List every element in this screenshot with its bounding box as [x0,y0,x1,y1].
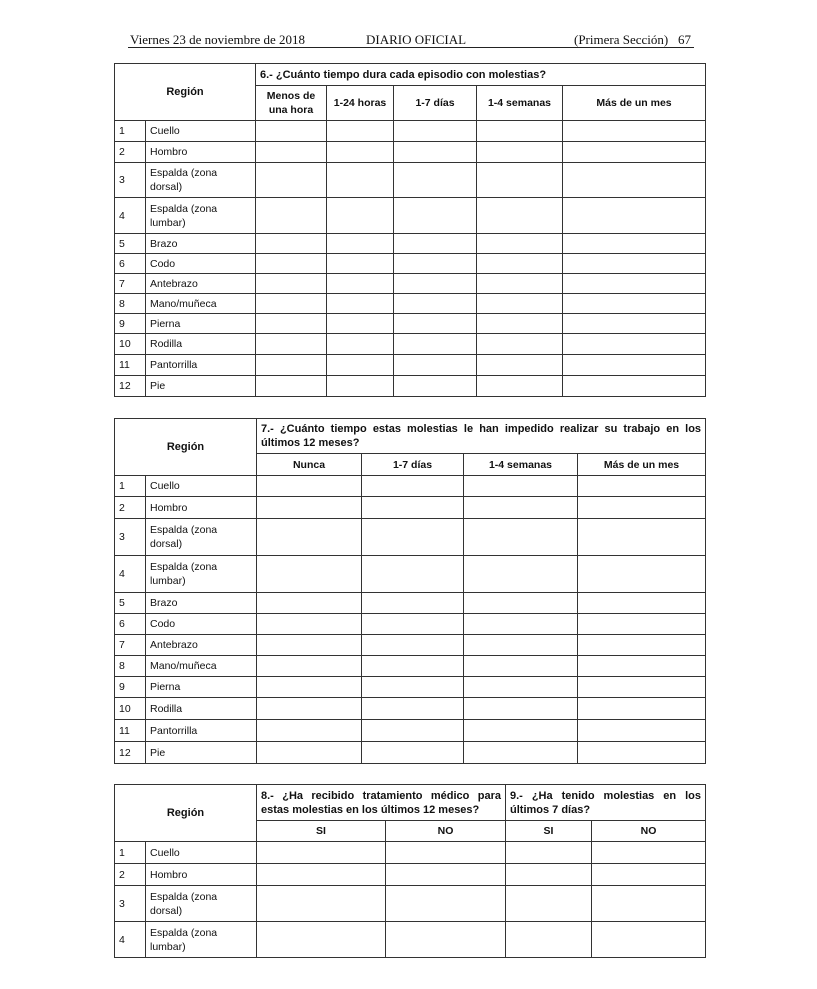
answer-cell[interactable] [256,198,327,234]
option-header: 1-4 semanas [477,86,563,121]
answer-cell[interactable] [578,635,706,656]
answer-cell[interactable] [394,121,477,142]
answer-cell[interactable] [327,163,394,198]
region-name: Espalda (zona lumbar) [146,556,257,593]
row-number: 1 [115,476,146,497]
answer-cell[interactable] [394,234,477,254]
answer-cell[interactable] [257,635,362,656]
row-number: 3 [115,519,146,556]
option-header: NO [386,821,506,842]
answer-cell[interactable] [257,656,362,677]
table-row [115,121,706,142]
answer-cell[interactable] [362,698,464,720]
answer-cell[interactable] [506,864,592,886]
region-name: Antebrazo [146,635,257,656]
region-name: Rodilla [146,698,257,720]
table-row [115,886,706,922]
answer-cell[interactable] [394,294,477,314]
answer-cell[interactable] [506,922,592,958]
answer-cell[interactable] [256,274,327,294]
answer-cell[interactable] [464,614,578,635]
answer-cell[interactable] [256,234,327,254]
answer-cell[interactable] [256,376,327,397]
answer-cell[interactable] [394,198,477,234]
row-number: 11 [115,720,146,742]
answer-cell[interactable] [477,254,563,274]
option-header: 1-24 horas [327,86,394,121]
answer-cell[interactable] [578,614,706,635]
region-name: Pie [146,376,256,397]
table-row [115,376,706,397]
answer-cell[interactable] [394,254,477,274]
region-name: Espalda (zona dorsal) [146,163,256,198]
region-name: Pantorrilla [146,355,256,376]
answer-cell[interactable] [464,556,578,593]
region-name: Pierna [146,314,256,334]
region-name: Cuello [146,476,257,497]
row-number: 6 [115,614,146,635]
answer-cell[interactable] [256,142,327,163]
answer-cell[interactable] [257,742,362,764]
header-date: Viernes 23 de noviembre de 2018 [130,32,306,47]
answer-cell[interactable] [578,677,706,698]
answer-cell[interactable] [394,355,477,376]
answer-cell[interactable] [257,519,362,556]
answer-cell[interactable] [362,677,464,698]
answer-cell[interactable] [362,476,464,497]
row-number: 11 [115,355,146,376]
region-name: Codo [146,614,257,635]
answer-cell[interactable] [464,497,578,519]
answer-cell[interactable] [563,121,706,142]
table-row [115,314,706,334]
question-6-title: 6.- ¿Cuánto tiempo dura cada episodio con molestias? [256,64,706,86]
region-name: Hombro [146,497,257,519]
question-8-9-table [114,784,706,958]
row-number: 5 [115,593,146,614]
answer-cell[interactable] [257,614,362,635]
answer-cell[interactable] [256,314,327,334]
table-row [115,234,706,254]
answer-cell[interactable] [257,720,362,742]
table-row [115,476,706,497]
option-header: 1-7 días [394,86,477,121]
row-number: 2 [115,864,146,886]
answer-cell[interactable] [477,234,563,254]
answer-cell[interactable] [256,121,327,142]
question-8-title: 8.- ¿Ha recibido tratamiento médico para estas molestias en los últimos 12 meses? [257,785,506,821]
answer-cell[interactable] [464,476,578,497]
table-row [115,720,706,742]
table-row [115,742,706,764]
region-name: Codo [146,254,256,274]
row-number: 1 [115,121,146,142]
row-number: 3 [115,163,146,198]
answer-cell[interactable] [362,497,464,519]
table-row [115,274,706,294]
answer-cell[interactable] [464,677,578,698]
answer-cell[interactable] [327,274,394,294]
answer-cell[interactable] [464,656,578,677]
answer-cell[interactable] [563,294,706,314]
region-name: Cuello [146,842,257,864]
answer-cell[interactable] [394,334,477,355]
answer-cell[interactable] [563,334,706,355]
row-number: 1 [115,842,146,864]
option-header: SI [506,821,592,842]
option-header: 1-7 días [362,454,464,476]
answer-cell[interactable] [578,656,706,677]
answer-cell[interactable] [327,294,394,314]
answer-cell[interactable] [563,376,706,397]
row-number: 7 [115,274,146,294]
answer-cell[interactable] [464,720,578,742]
region-name: Antebrazo [146,274,256,294]
table-row [115,656,706,677]
page-header [128,32,694,48]
answer-cell[interactable] [362,720,464,742]
region-name: Espalda (zona dorsal) [146,519,257,556]
question-6-table [114,63,706,397]
table-row [115,556,706,593]
answer-cell[interactable] [362,556,464,593]
answer-cell[interactable] [257,886,386,922]
answer-cell[interactable] [327,142,394,163]
row-number: 4 [115,198,146,234]
table-row [115,519,706,556]
table-row [115,254,706,274]
option-header: SI [257,821,386,842]
answer-cell[interactable] [563,355,706,376]
answer-cell[interactable] [477,121,563,142]
answer-cell[interactable] [563,254,706,274]
answer-cell[interactable] [327,254,394,274]
row-number: 5 [115,234,146,254]
table-row [115,677,706,698]
answer-cell[interactable] [257,556,362,593]
answer-cell[interactable] [386,842,506,864]
answer-cell[interactable] [362,519,464,556]
answer-cell[interactable] [327,121,394,142]
row-number: 12 [115,742,146,764]
answer-cell[interactable] [327,334,394,355]
answer-cell[interactable] [578,497,706,519]
answer-cell[interactable] [592,886,706,922]
answer-cell[interactable] [394,142,477,163]
answer-cell[interactable] [563,274,706,294]
answer-cell[interactable] [327,314,394,334]
answer-cell[interactable] [362,656,464,677]
table-row [115,842,706,864]
answer-cell[interactable] [386,864,506,886]
header-page-number: 67 [678,32,691,47]
answer-cell[interactable] [257,593,362,614]
answer-cell[interactable] [578,476,706,497]
table-row [115,198,706,234]
region-name: Pie [146,742,257,764]
answer-cell[interactable] [362,742,464,764]
table-row [115,497,706,519]
table-row [115,864,706,886]
region-name: Hombro [146,142,256,163]
answer-cell[interactable] [578,519,706,556]
table-row [115,142,706,163]
row-number: 4 [115,556,146,593]
option-header: Más de un mes [563,86,706,121]
answer-cell[interactable] [257,497,362,519]
answer-cell[interactable] [506,886,592,922]
answer-cell[interactable] [394,163,477,198]
answer-cell[interactable] [563,234,706,254]
answer-cell[interactable] [256,163,327,198]
table-row [115,294,706,314]
answer-cell[interactable] [257,677,362,698]
row-number: 12 [115,376,146,397]
region-name: Hombro [146,864,257,886]
answer-cell[interactable] [477,198,563,234]
answer-cell[interactable] [592,864,706,886]
region-name: Mano/muñeca [146,294,256,314]
region-name: Espalda (zona lumbar) [146,198,256,234]
row-number: 10 [115,334,146,355]
row-number: 8 [115,294,146,314]
table-row [115,922,706,958]
region-header: Región [115,419,257,476]
answer-cell[interactable] [257,864,386,886]
answer-cell[interactable] [327,198,394,234]
answer-cell[interactable] [592,922,706,958]
row-number: 9 [115,677,146,698]
answer-cell[interactable] [477,314,563,334]
region-name: Espalda (zona dorsal) [146,886,257,922]
answer-cell[interactable] [256,355,327,376]
answer-cell[interactable] [477,142,563,163]
answer-cell[interactable] [563,163,706,198]
answer-cell[interactable] [394,314,477,334]
answer-cell[interactable] [578,698,706,720]
option-header: Más de un mes [578,454,706,476]
region-header: Región [115,64,256,121]
answer-cell[interactable] [362,614,464,635]
row-number: 4 [115,922,146,958]
answer-cell[interactable] [578,556,706,593]
answer-cell[interactable] [578,742,706,764]
row-number: 3 [115,886,146,922]
table-row [115,593,706,614]
answer-cell[interactable] [477,334,563,355]
answer-cell[interactable] [464,519,578,556]
region-name: Espalda (zona lumbar) [146,922,257,958]
row-number: 10 [115,698,146,720]
row-number: 9 [115,314,146,334]
answer-cell[interactable] [464,635,578,656]
answer-cell[interactable] [464,593,578,614]
table-row [115,614,706,635]
table-row [115,163,706,198]
option-header: NO [592,821,706,842]
region-name: Cuello [146,121,256,142]
region-name: Pierna [146,677,257,698]
region-header: Región [115,785,257,842]
table-row [115,334,706,355]
question-7-table [114,418,706,764]
row-number: 2 [115,497,146,519]
answer-cell[interactable] [257,922,386,958]
answer-cell[interactable] [257,698,362,720]
answer-cell[interactable] [578,593,706,614]
answer-cell[interactable] [257,842,386,864]
answer-cell[interactable] [256,334,327,355]
answer-cell[interactable] [592,842,706,864]
answer-cell[interactable] [477,355,563,376]
answer-cell[interactable] [578,720,706,742]
region-name: Rodilla [146,334,256,355]
answer-cell[interactable] [506,842,592,864]
answer-cell[interactable] [362,593,464,614]
region-name: Brazo [146,234,256,254]
answer-cell[interactable] [563,142,706,163]
option-header: Menos de una hora [256,86,327,121]
answer-cell[interactable] [327,376,394,397]
answer-cell[interactable] [477,376,563,397]
answer-cell[interactable] [477,274,563,294]
row-number: 6 [115,254,146,274]
answer-cell[interactable] [394,274,477,294]
row-number: 8 [115,656,146,677]
question-9-title: 9.- ¿Ha tenido molestias en los últimos 7 días? [506,785,706,821]
answer-cell[interactable] [257,476,362,497]
answer-cell[interactable] [394,376,477,397]
answer-cell[interactable] [256,294,327,314]
option-header: Nunca [257,454,362,476]
answer-cell[interactable] [362,635,464,656]
region-name: Pantorrilla [146,720,257,742]
answer-cell[interactable] [464,698,578,720]
answer-cell[interactable] [464,742,578,764]
region-name: Brazo [146,593,257,614]
answer-cell[interactable] [563,314,706,334]
answer-cell[interactable] [386,922,506,958]
answer-cell[interactable] [256,254,327,274]
answer-cell[interactable] [477,294,563,314]
region-name: Mano/muñeca [146,656,257,677]
answer-cell[interactable] [327,355,394,376]
table-row [115,635,706,656]
header-section: (Primera Sección) [574,32,669,47]
table-row [115,355,706,376]
row-number: 7 [115,635,146,656]
row-number: 2 [115,142,146,163]
answer-cell[interactable] [327,234,394,254]
answer-cell[interactable] [386,886,506,922]
header-publication: DIARIO OFICIAL [366,32,467,47]
question-7-title: 7.- ¿Cuánto tiempo estas molestias le han impedido realizar su trabajo en los últimos 12 meses? [257,419,706,454]
answer-cell[interactable] [563,198,706,234]
answer-cell[interactable] [477,163,563,198]
option-header: 1-4 semanas [464,454,578,476]
table-row [115,698,706,720]
